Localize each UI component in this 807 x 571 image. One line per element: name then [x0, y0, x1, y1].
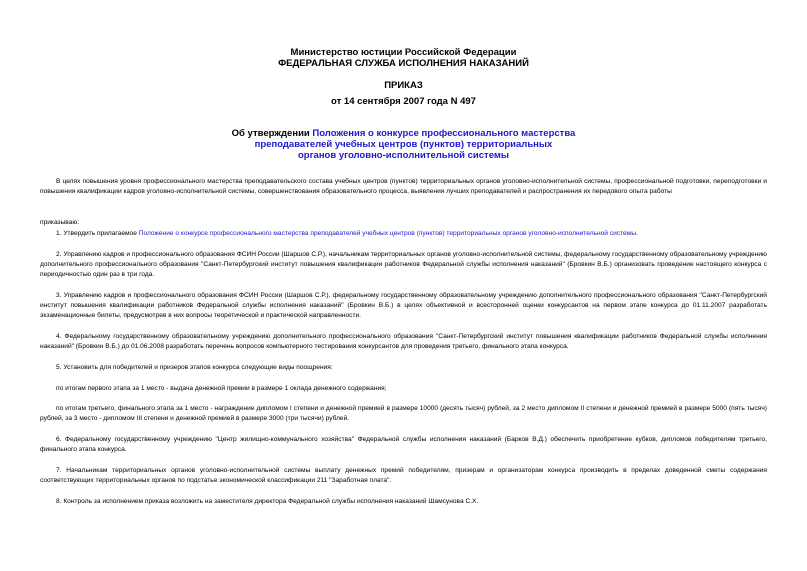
item-1-suffix: . — [635, 230, 638, 237]
item-1-regulation-link[interactable]: Положение о конкурсе профессионального мастерства преподавателей учебных центров (пунктов) территориальных органов уголовно-исполнительной системы — [138, 230, 636, 237]
item-5-paragraph: 5. Установить для победителей и призеров этапов конкурса следующие виды поощрения: — [56, 364, 333, 371]
item-2-paragraph: 2. Управлению кадров и профессионального образования ФСИН России (Шаршов С.Р.), начальникам территориальных органов уголовно-исполнительной системы, федеральному государственному образовательному учреждению дополнительного профессионального образования "Санкт-Петербургский институт повышения квалификации работников Федеральной службы исполнения наказаний" (Бровкин В.Б.) организовать проведение настоящего конкурса с периодичностью один раз в три года. — [40, 251, 767, 279]
item-3-paragraph: 3. Управлению кадров и профессионального образования ФСИН России (Шаршов С.Р.), федеральному государственному образовательному учреждению дополнительного профессионального образования "Санкт-Петербургский институт повышения квалификации работников Федеральной службы исполнения наказаний" (Бровкин В.Б.) в целях объективной и всесторонней оценки конкурсантов на первом этапе конкурса до 01.11.2007 разработать экзаменационные билеты, предусмотрев в них вопросы теоретической и практической направленности. — [40, 292, 767, 320]
item-1-paragraph — [40, 229, 767, 239]
regulation-link-line2[interactable]: преподавателей учебных центров (пунктов) территориальных — [254, 139, 553, 150]
item-6-paragraph: 6. Федеральному государственному учреждению "Центр жилищно-коммунального хозяйства" Федеральной службы исполнения наказаний (Барков В.Д.) обеспечить приобретение кубков, дипломов победителям третьего, финального этапа конкурса. — [40, 436, 767, 454]
order-date-number: от 14 сентября 2007 года N 497 — [331, 96, 476, 107]
item-7-paragraph: 7. Начальникам территориальных органов уголовно-исполнительной системы выплату денежных премий победителям, призерам и организаторам конкурса производить в пределах доведенной сметы содержания соответствующих территориальных органов по подстатье экономической классификации 211 "Заработная плата". — [40, 467, 767, 485]
order-word: приказываю: — [40, 219, 80, 226]
item-1-prefix: 1. Утвердить прилагаемое — [56, 230, 139, 237]
item-4-paragraph: 4. Федеральному государственному образовательному учреждению дополнительного профессионального образования "Санкт-Петербургский институт повышения квалификации работников Федеральной службы исполнения наказаний" (Бровкин В.Б.) до 01.06.2008 разработать перечень вопросов компьютерного тестирования конкурсантов для проведения третьего, финального этапа конкурса. — [40, 333, 767, 351]
item-5-first-stage: по итогам первого этапа за 1 место - выдача денежной премии в размере 1 оклада денежного содержания; — [56, 385, 387, 392]
order-title-line1 — [0, 128, 807, 139]
regulation-link-line1[interactable]: Положения о конкурсе профессионального мастерства — [312, 128, 576, 139]
item-8-paragraph: 8. Контроль за исполнением приказа возложить на заместителя директора Федеральной службы исполнения наказаний Шамсунова С.Х. — [56, 498, 479, 505]
regulation-link-line3[interactable]: органов уголовно-исполнительной системы — [297, 150, 510, 161]
item-5-final-stage: по итогам третьего, финального этапа за 1 место - награждение дипломом I степени и денежной премией в размере 10000 (десять тысяч) рублей, за 2 место дипломом II степени и денежной премией в размере 5000 (пять тысяч) рублей, за 3 место - дипломом III степени и денежной премией в размере 3000 (три тысячи) рублей. — [40, 405, 767, 423]
order-type-heading: ПРИКАЗ — [384, 80, 423, 91]
intro-paragraph: В целях повышения уровня профессионального мастерства преподавательского состава учебных центров (пунктов) территориальных органов уголовно-исполнительной системы, профессиональной подготовки, переподготовки и повышения квалификации кадров уголовно-исполнительной системы, совершенствования образовательного процесса, выявления лучших преподавателей и распространения их передового опыта работы — [40, 178, 767, 196]
ministry-heading: Министерство юстиции Российской Федерации — [290, 47, 517, 58]
title-prefix: Об утверждении — [231, 128, 313, 139]
service-heading: ФЕДЕРАЛЬНАЯ СЛУЖБА ИСПОЛНЕНИЯ НАКАЗАНИЙ — [278, 58, 529, 69]
